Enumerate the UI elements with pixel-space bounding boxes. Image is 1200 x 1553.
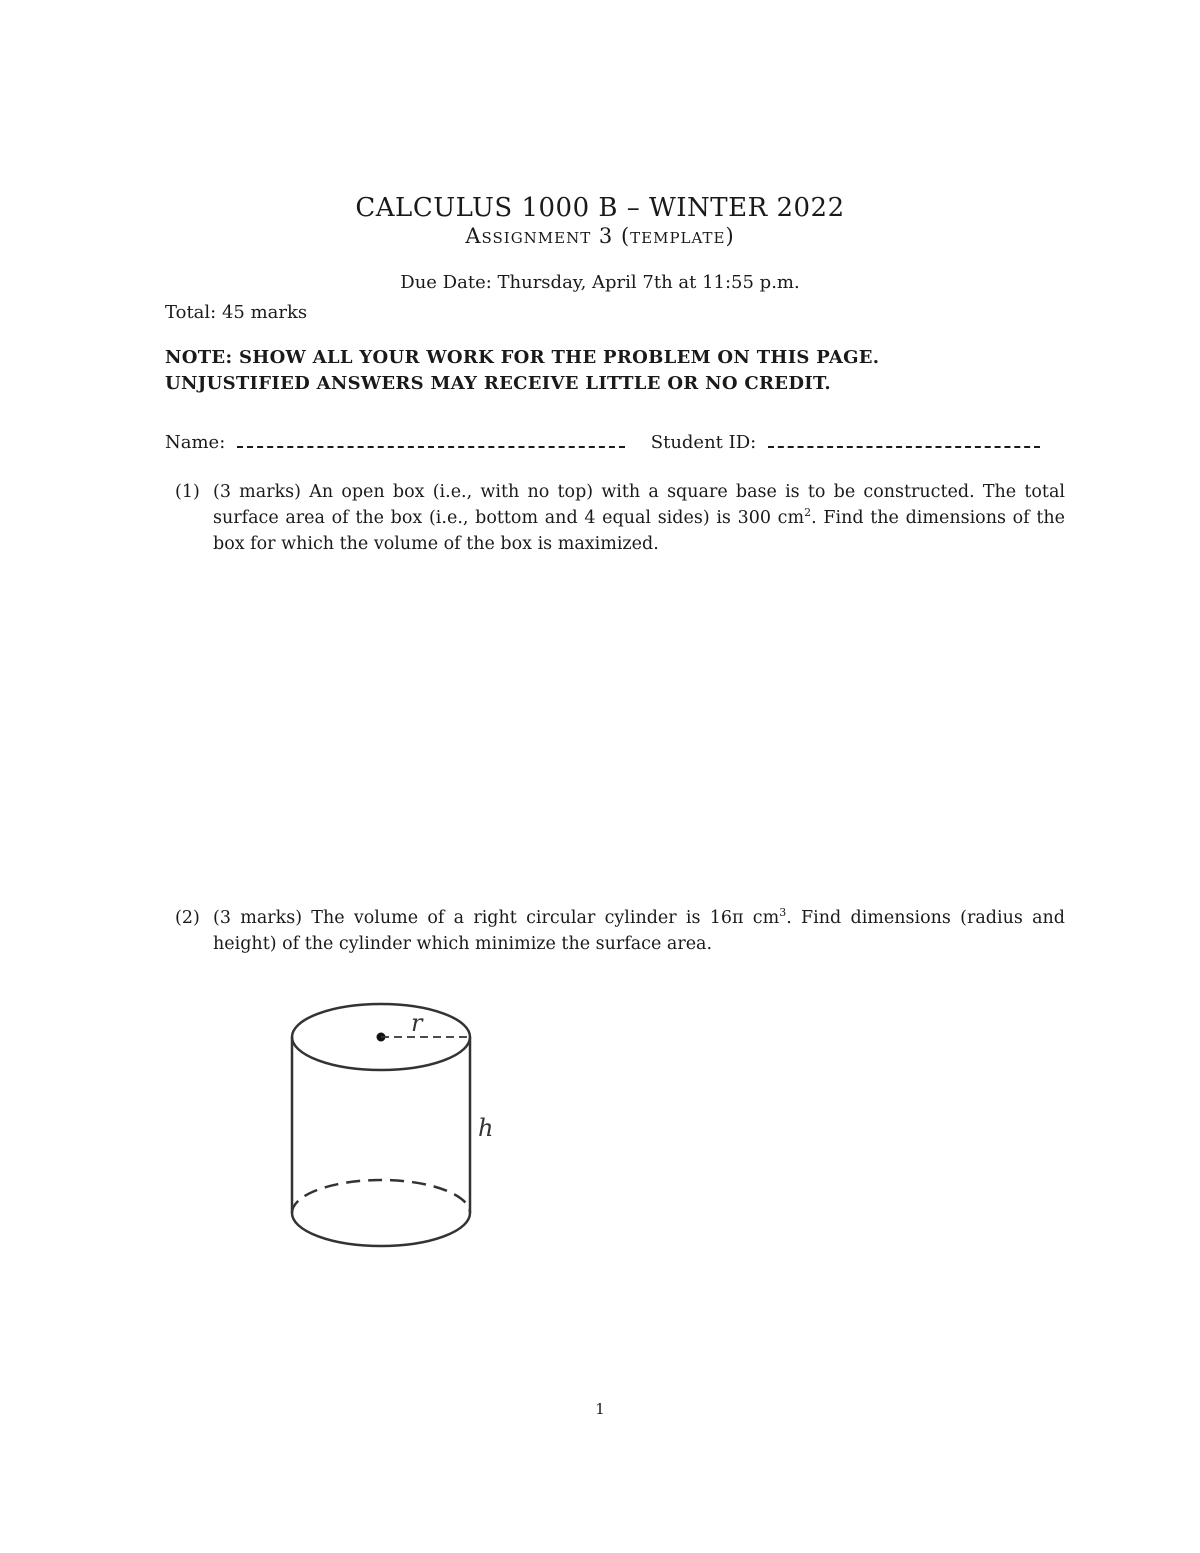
student-info-line [165, 432, 1046, 453]
cylinder-bottom-front [292, 1213, 470, 1246]
problem-number: (2) [175, 908, 200, 928]
page-number: 1 [595, 1400, 605, 1418]
radius-label: r [411, 1009, 423, 1037]
student-id-label: Student ID: [650, 432, 757, 453]
problem-2 [175, 905, 1065, 957]
problem-text-part: . Find the dimensions of the box for which the volume of the box is maximized. [213, 508, 1065, 554]
superscript: 3 [779, 906, 787, 919]
problem-text [213, 479, 1065, 557]
course-title: CALCULUS 1000 B – WINTER 2022 [355, 193, 845, 223]
cylinder-bottom-back [292, 1180, 470, 1213]
problem-number: (1) [175, 482, 200, 502]
height-label: h [478, 1114, 494, 1142]
due-date: Due Date: Thursday, April 7th at 11:55 p.m. [400, 272, 800, 293]
cylinder-figure [280, 995, 520, 1265]
note-line-1: NOTE: SHOW ALL YOUR WORK FOR THE PROBLEM ON THIS PAGE. [165, 347, 880, 368]
problem-1 [175, 479, 1065, 557]
note-line-2: UNJUSTIFIED ANSWERS MAY RECEIVE LITTLE OR NO CREDIT. [165, 373, 831, 394]
total-marks: Total: 45 marks [165, 302, 308, 323]
student-id-blank[interactable] [768, 432, 1040, 448]
assignment-title: Assignment 3 (template) [465, 224, 735, 248]
problem-text-part: (3 marks) An open box (i.e., with no top) with a square base is to be constructed. The total surface area of the box (i.e., bottom and 4 equal sides) is 300 cm [213, 482, 1065, 528]
problem-text-part: (3 marks) The volume of a right circular cylinder is 16π cm [213, 908, 780, 928]
problem-text-part: . Find dimensions (radius and height) of the cylinder which minimize the surface area. [213, 908, 1065, 954]
superscript: 2 [804, 506, 812, 519]
name-label: Name: [165, 432, 226, 453]
name-blank[interactable] [237, 432, 625, 448]
note-block [165, 345, 879, 397]
problem-text [213, 905, 1065, 957]
